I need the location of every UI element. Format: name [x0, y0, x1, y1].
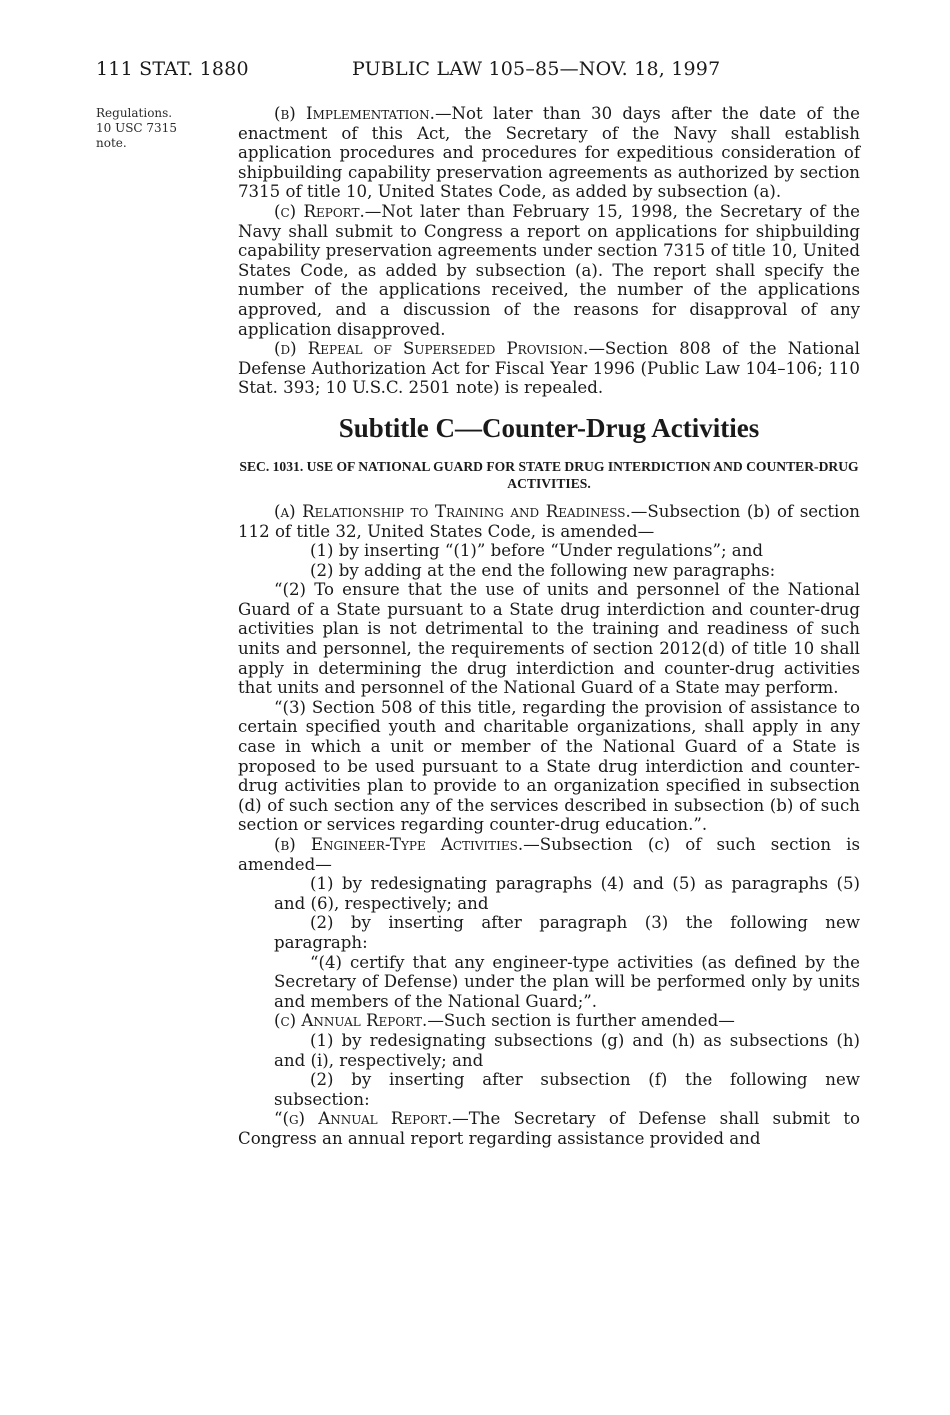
subsection-b [238, 835, 860, 874]
document-body [238, 104, 860, 1149]
paragraph-heading: (c) Report. [274, 201, 365, 221]
paragraph-heading: (a) Relationship to Training and Readiness. [274, 501, 631, 521]
section-heading: SEC. 1031. USE OF NATIONAL GUARD FOR STATE DRUG INTERDICTION AND COUNTER-DRUG ACTIVITIES. [239, 458, 859, 491]
clause-c2: (2) by inserting after subsection (f) the following new subsection: [274, 1070, 860, 1109]
subsection-c [238, 1011, 860, 1031]
paragraph-heading: (b) Implementation. [274, 104, 435, 123]
clause-b2: (2) by inserting after paragraph (3) the following new paragraph: [274, 913, 860, 952]
paragraph-d-repeal [238, 339, 860, 398]
paragraph-text: —Not later than February 15, 1998, the Secretary of the Navy shall submit to Congress a report on applications for shipbuilding capability preservation agreements under section 7315 of title 10, United States Code, as added by subsection (a). The report shall specify the number of the applications received, the number of the applications approved, and a discussion of the reasons for disapproval of any application disapproved. [238, 201, 860, 339]
paragraph-text: —Not later than 30 days after the date of the enactment of this Act, the Secretary of the Navy shall establish application procedures and procedures for expeditious consideration of shipbuilding capability preservation agreements as authorized by section 7315 of title 10, United States Code, as added by subsection (a). [238, 104, 861, 202]
subsection-a [238, 502, 860, 541]
clause-a2: (2) by adding at the end the following new paragraphs: [310, 560, 776, 580]
margin-note-line: Regulations. [96, 106, 173, 120]
clause-a1: (1) by inserting “(1)” before “Under regulations”; and [310, 541, 764, 561]
quoted-subsection-g [238, 1109, 860, 1148]
paragraph-heading: (d) Repeal of Superseded Provision. [274, 339, 589, 359]
paragraph-heading: “(g) Annual Report. [274, 1109, 453, 1129]
paragraph-b-implementation [238, 104, 860, 202]
paragraph-c-report [238, 202, 860, 339]
clause-c1: (1) by redesignating subsections (g) and (h) as subsections (h) and (i), respectively; and [274, 1030, 860, 1070]
paragraph-text: —Such section is further amended— [427, 1011, 735, 1031]
paragraph-heading: (b) Engineer-Type Activities. [274, 835, 524, 854]
public-law-title: PUBLIC LAW 105–85—NOV. 18, 1997 [352, 58, 721, 80]
stat-citation: 111 STAT. 1880 [96, 58, 249, 80]
margin-note-line: note. [96, 136, 127, 150]
paragraph-text: —Subsection (b) of section 112 of title 32, United States Code, is amended— [238, 501, 860, 541]
paragraph-text: —Section 808 of the National Defense Authorization Act for Fiscal Year 1996 (Public Law 104–106; 110 Stat. 393; 10 U.S.C. 2501 note) is repealed. [238, 339, 860, 398]
margin-note [96, 106, 216, 151]
paragraph-text: —Subsection (c) of such section is amended— [238, 835, 861, 874]
quoted-paragraph-3: “(3) Section 508 of this title, regarding the provision of assistance to certain specified youth and charitable organizations, shall apply in any case in which a unit or member of the National Guard of a State is proposed to be used pursuant to a State drug interdiction and counter-drug activities plan to provide to an organization specified in subsection (d) of such section any of the services described in subsection (b) of such section or services regarding counter-drug education.”. [238, 697, 860, 835]
paragraph-text: —The Secretary of Defense shall submit to Congress an annual report regarding assistance provided and [238, 1109, 860, 1148]
margin-note-line: 10 USC 7315 [96, 121, 177, 135]
paragraph-heading: (c) Annual Report. [274, 1011, 428, 1031]
clause-b1: (1) by redesignating paragraphs (4) and (5) as paragraphs (5) and (6), respectively; and [274, 874, 860, 913]
quoted-paragraph-4: “(4) certify that any engineer-type activities (as defined by the Secretary of Defense) under the plan will be performed only by units and members of the National Guard;”. [274, 952, 860, 1011]
subtitle-heading: Subtitle C—Counter-Drug Activities [338, 412, 760, 443]
quoted-paragraph-2: “(2) To ensure that the use of units and personnel of the National Guard of a State pursuant to a State drug interdiction and counter-drug activities plan is not detrimental to the training and readiness of such units and personnel, the requirements of section 2012(d) of title 10 shall apply in determining the drug interdiction and counter-drug activities that units and personnel of the National Guard of a State may perform. [238, 580, 860, 698]
